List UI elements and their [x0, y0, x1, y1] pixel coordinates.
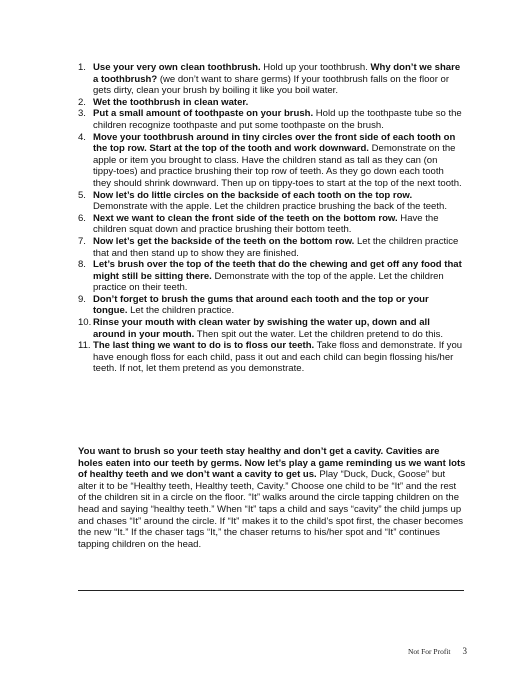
footer-label: Not For Profit	[408, 647, 451, 656]
item-bold-text-2: Why don’t we share a toothbrush?	[93, 62, 461, 85]
list-item	[78, 317, 463, 340]
item-text: Let the children practice.	[127, 305, 235, 317]
item-bold-text: Next we want to clean the front side of the teeth on the bottom row.	[93, 212, 398, 224]
list-item	[78, 340, 463, 375]
item-number: 1.	[78, 62, 86, 73]
list-item	[78, 62, 463, 97]
item-text: Let the children practice that and then stand up to show they are finished.	[93, 235, 459, 259]
list-item	[78, 97, 463, 109]
item-bold-text: Now let’s do little circles on the backside of each tooth on the top row.	[93, 189, 413, 201]
item-number: 3.	[78, 108, 86, 120]
item-bold-text: The last thing we want to do is to floss our teeth.	[93, 340, 315, 352]
item-number: 8.	[78, 259, 86, 271]
closing-bold-text: You want to brush so your teeth stay healthy and don’t get a cavity. Cavities are holes eaten into our teeth by germs. Now let’s play a game reminding us we want lots of healthy teeth and we don’t want a cavity to get us.	[78, 446, 466, 481]
item-text: Demonstrate on the apple or item you brought to class. Have the children stand as tall as they can (on tippy-toes) and practice brushing their top row of teeth. As they go down each tooth they should shrink downward. Then up on tippy-toes to start at the top of the next tooth.	[93, 143, 462, 189]
item-number: 11.	[78, 340, 91, 352]
closing-text: Play “Duck, Duck, Goose” but alter it to be “Healthy teeth, Healthy teeth, Cavity.” Choose one child to be “It” and the rest of the children sit in a circle on the floor. “It” walks around the circle tapping children on the head and saying “healthy teeth.” When “It” taps a child and says “cavity” the child jumps up and chases “It” around the circle. If “It” makes it to the child’s spot first, the chaser becomes the new “It.” If the chaser tags “It,” the chaser returns to his/her spot and “It” continues tapping children on the head.	[78, 469, 464, 550]
closing-paragraph	[78, 446, 466, 550]
item-bold-text: Wet the toothbrush in clean water.	[93, 96, 249, 108]
item-number: 10.	[78, 317, 92, 329]
list-item	[78, 294, 463, 317]
instruction-list	[78, 62, 463, 375]
list-item	[78, 108, 463, 131]
item-number: 2.	[78, 96, 86, 108]
list-item	[78, 213, 463, 236]
item-bold-text: Don’t forget to brush the gums that around each tooth and the top or your tongue.	[93, 293, 429, 317]
list-item	[78, 132, 463, 190]
item-bold-text: Let’s brush over the top of the teeth that do the chewing and get off any food that might still be sitting there.	[93, 259, 462, 282]
item-text: Have the children squat down and practice brushing their bottom teeth.	[93, 212, 439, 236]
item-number: 6.	[78, 212, 86, 224]
item-bold-text: Move your toothbrush around in tiny circles over the front side of each tooth on the top row. Start at the top of the tooth and work downward.	[93, 131, 456, 155]
item-text-2: (we don’t want to share germs) If your toothbrush falls on the floor or gets dirty, clean your brush by boiling it like you boil water.	[93, 73, 450, 97]
item-number: 9.	[78, 293, 86, 305]
footer-divider	[78, 590, 464, 591]
item-number: 5.	[78, 189, 86, 201]
page-footer	[408, 646, 467, 656]
item-number: 7.	[78, 235, 86, 247]
item-text: Hold up your toothbrush.	[260, 62, 371, 73]
list-item	[78, 190, 463, 213]
item-text: Take floss and demonstrate. If you have enough floss for each child, pass it out and each child can begin flossing his/her teeth. If not, let them pretend as you demonstrate.	[93, 340, 463, 375]
item-bold-text: Now let’s get the backside of the teeth on the bottom row.	[93, 235, 355, 247]
list-item	[78, 259, 463, 294]
item-text: Then spit out the water. Let the children pretend to do this.	[194, 328, 444, 340]
item-text: Hold up the toothpaste tube so the children recognize toothpaste and put some toothpaste on the brush.	[93, 108, 462, 131]
list-item	[78, 236, 463, 259]
item-text: Demonstrate with the top of the apple. Let the children practice on their teeth.	[93, 270, 444, 294]
item-number: 4.	[78, 131, 86, 143]
item-bold-text: Put a small amount of toothpaste on your brush.	[93, 108, 314, 120]
item-bold-text: Use your very own clean toothbrush.	[93, 62, 261, 73]
item-bold-text: Rinse your mouth with clean water by swishing the water up, down and all around in your mouth.	[93, 317, 430, 340]
item-text: Demonstrate with the apple. Let the children practice brushing the back of the teeth.	[93, 201, 447, 213]
page-number: 3	[462, 646, 468, 656]
